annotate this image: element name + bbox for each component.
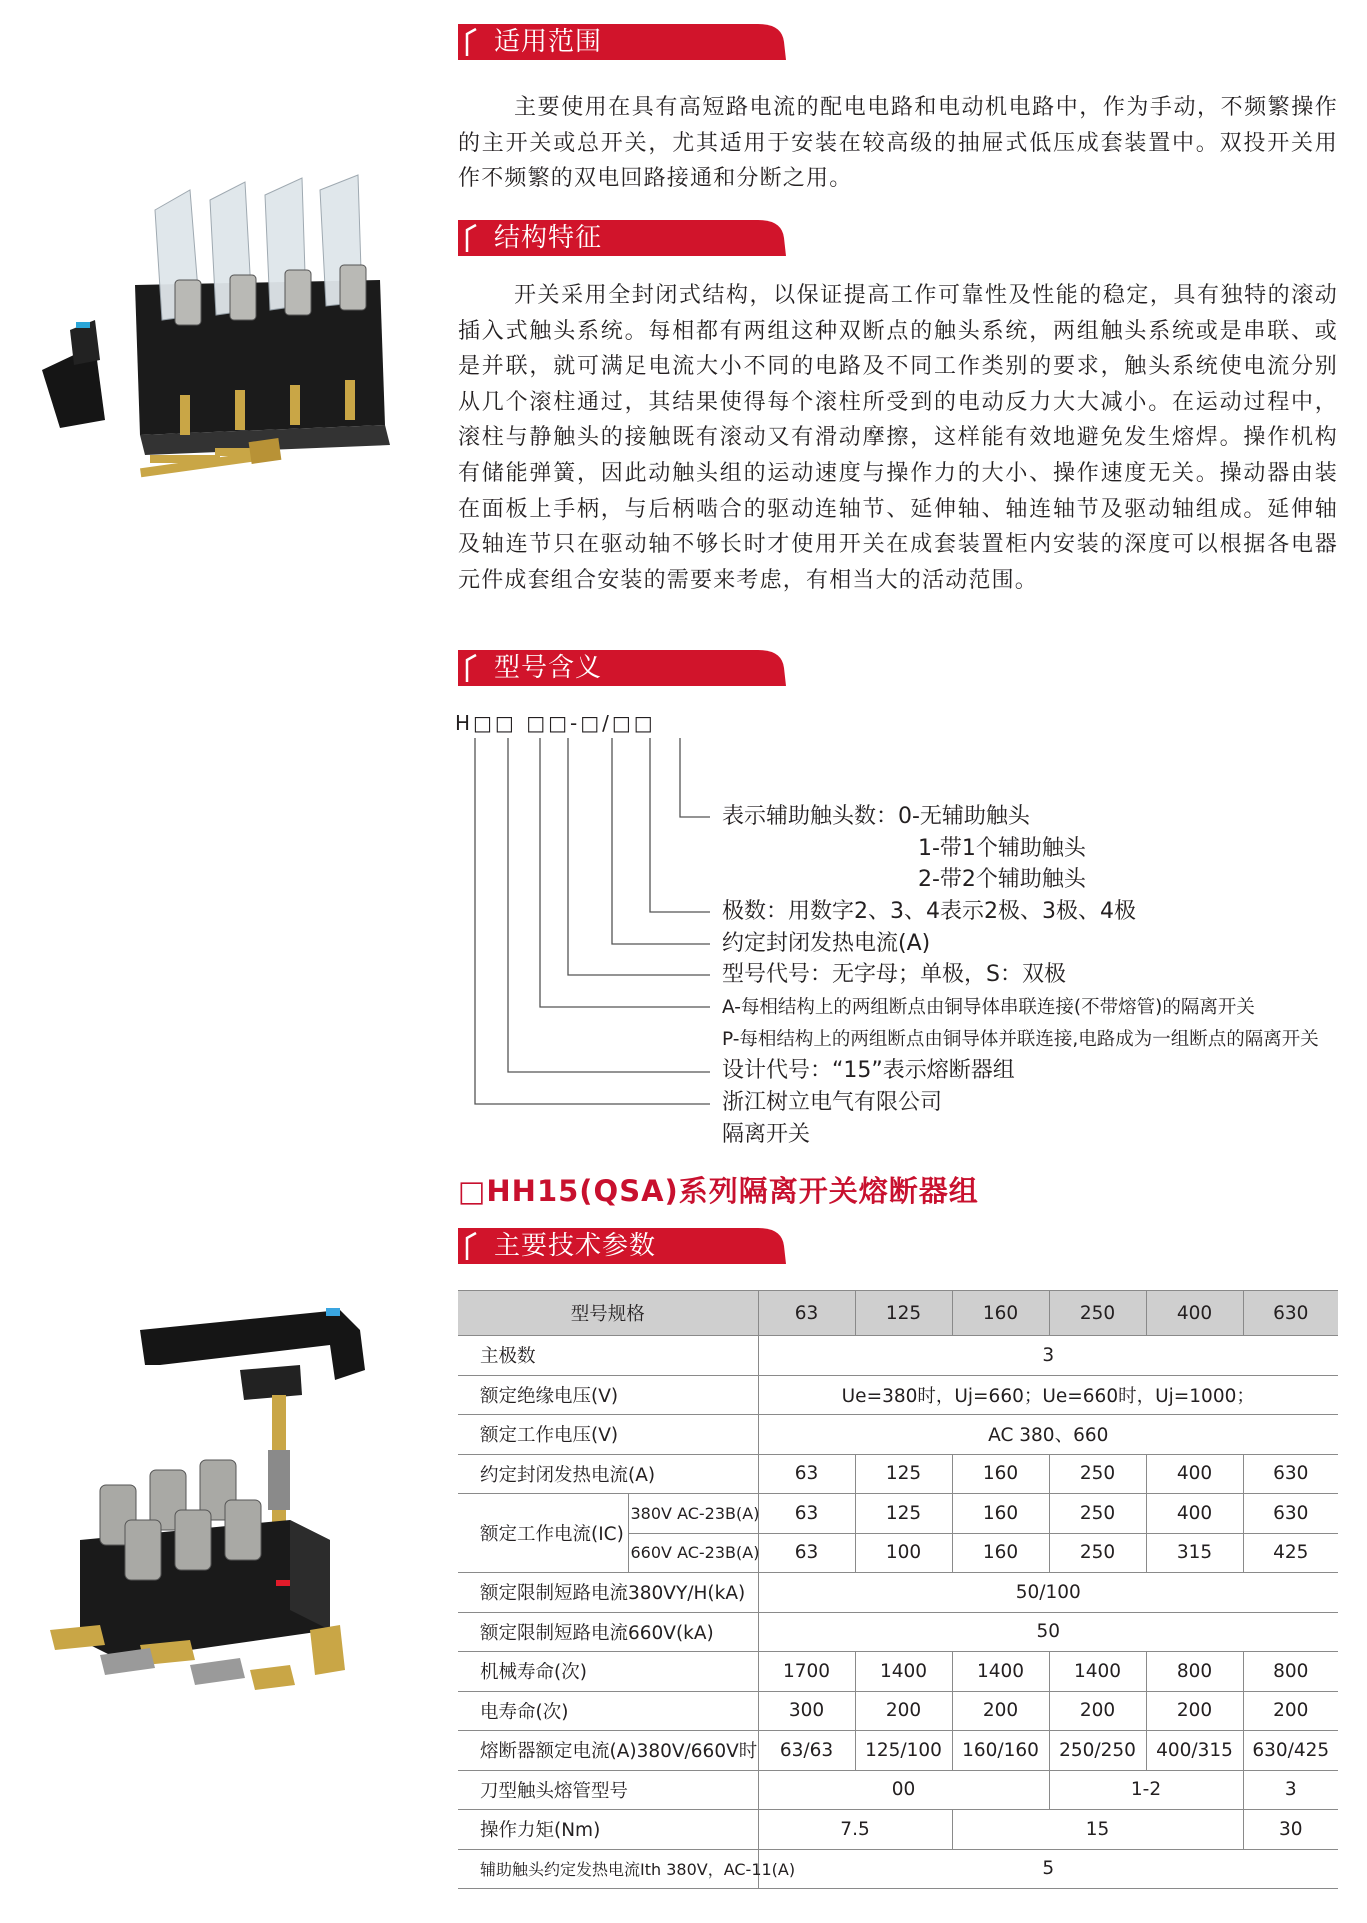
row-label: 操作力矩(Nm)	[458, 1810, 758, 1850]
section-title: 主要技术参数	[494, 1231, 657, 1261]
model-desc-switch: 隔离开关	[722, 1122, 811, 1147]
cell: 250	[1049, 1533, 1146, 1573]
header-cell: 63	[758, 1291, 855, 1336]
cell: 160	[952, 1494, 1049, 1534]
row-value: 3	[758, 1336, 1338, 1376]
row-value: 5	[758, 1849, 1338, 1889]
row-label: 额定工作电流(IC)	[458, 1494, 628, 1573]
cell: 3	[1243, 1770, 1338, 1810]
cell: 125	[855, 1454, 952, 1494]
cell: 63/63	[758, 1731, 855, 1771]
row-label: 机械寿命(次)	[458, 1652, 758, 1692]
cell: 160/160	[952, 1731, 1049, 1771]
model-code: H□□ □□-□/□□	[455, 711, 656, 735]
table-row	[458, 1415, 1338, 1455]
cell: 425	[1243, 1533, 1338, 1573]
header-cell: 400	[1146, 1291, 1243, 1336]
cell: 200	[1049, 1691, 1146, 1731]
cell: 250/250	[1049, 1731, 1146, 1771]
table-row	[458, 1494, 1338, 1534]
row-value: 50/100	[758, 1573, 1338, 1613]
cell: 160	[952, 1454, 1049, 1494]
header-cell: 250	[1049, 1291, 1146, 1336]
cell: 100	[855, 1533, 952, 1573]
table-row	[458, 1810, 1338, 1850]
row-label: 约定封闭发热电流(A)	[458, 1454, 758, 1494]
table-row	[458, 1375, 1338, 1415]
cell: 300	[758, 1691, 855, 1731]
row-label: 主极数	[458, 1336, 758, 1376]
cell: 160	[952, 1533, 1049, 1573]
series-title: □HH15(QSA)系列隔离开关熔断器组	[458, 1174, 979, 1208]
section-header-model	[458, 648, 788, 688]
cell: 1400	[952, 1652, 1049, 1692]
table-row	[458, 1612, 1338, 1652]
cell: 200	[952, 1691, 1049, 1731]
section-header-structure	[458, 218, 788, 258]
header-cell: 160	[952, 1291, 1049, 1336]
row-label: 额定工作电压(V)	[458, 1415, 758, 1455]
model-desc-poles: 极数：用数字2、3、4表示2极、3极、4极	[722, 899, 1136, 924]
model-desc-current: 约定封闭发热电流(A)	[722, 931, 931, 956]
row-label: 额定绝缘电压(V)	[458, 1375, 758, 1415]
header-cell: 630	[1243, 1291, 1338, 1336]
cell: 7.5	[758, 1810, 952, 1850]
cell: 15	[952, 1810, 1243, 1850]
cell: 250	[1049, 1494, 1146, 1534]
model-desc-aux-2: 2-带2个辅助触头	[918, 867, 1086, 892]
cell: 400/315	[1146, 1731, 1243, 1771]
cell: 1400	[1049, 1652, 1146, 1692]
cell: 125/100	[855, 1731, 952, 1771]
cell: 250	[1049, 1454, 1146, 1494]
sub-label: 380V AC-23B(A)	[628, 1494, 758, 1534]
table-row	[458, 1573, 1338, 1613]
cell: 63	[758, 1494, 855, 1534]
scope-paragraph: 主要使用在具有高短路电流的配电电路和电动机电路中，作为手动，不频繁操作的主开关或总开关，尤其适用于安装在较高级的抽屉式低压成套装置中。双投开关用作不频繁的双电回路接通和分断之用。	[458, 95, 1338, 192]
product-photo-isolator-switch	[40, 170, 440, 490]
cell: 200	[1243, 1691, 1338, 1731]
sub-label: 660V AC-23B(A)	[628, 1533, 758, 1573]
row-label: 辅助触头约定发热电流Ith 380V，AC-11(A)	[458, 1849, 758, 1889]
cell: 800	[1146, 1652, 1243, 1692]
row-label: 熔断器额定电流(A)380V/660V时	[458, 1731, 758, 1771]
cell: 400	[1146, 1454, 1243, 1494]
cell: 630	[1243, 1494, 1338, 1534]
table-row	[458, 1849, 1338, 1889]
model-desc-p: P-每相结构上的两组断点由铜导体并联连接,电路成为一组断点的隔离开关	[722, 1029, 1319, 1050]
table-header-row	[458, 1291, 1338, 1336]
row-label: 额定限制短路电流380VY/H(kA)	[458, 1573, 758, 1613]
header-cell: 125	[855, 1291, 952, 1336]
cell: 200	[855, 1691, 952, 1731]
table-row	[458, 1770, 1338, 1810]
cell: 200	[1146, 1691, 1243, 1731]
cell: 1700	[758, 1652, 855, 1692]
cell: 63	[758, 1454, 855, 1494]
row-label: 刀型触头熔管型号	[458, 1770, 758, 1810]
product-photo-fuse-switch	[40, 1290, 440, 1710]
cell: 630	[1243, 1454, 1338, 1494]
table-row	[458, 1731, 1338, 1771]
spec-table	[458, 1290, 1338, 1889]
cell: 00	[758, 1770, 1049, 1810]
section-title: 适用范围	[494, 27, 603, 57]
section-header-scope	[458, 22, 788, 62]
cell: 315	[1146, 1533, 1243, 1573]
row-value: AC 380、660	[758, 1415, 1338, 1455]
cell: 800	[1243, 1652, 1338, 1692]
row-value: Ue=380时，Uj=660；Ue=660时，Uj=1000；	[758, 1375, 1338, 1415]
cell: 1400	[855, 1652, 952, 1692]
model-desc-design: 设计代号：“15”表示熔断器组	[722, 1058, 1015, 1083]
cell: 400	[1146, 1494, 1243, 1534]
section-title: 型号含义	[494, 653, 603, 683]
cell: 125	[855, 1494, 952, 1534]
row-label: 电寿命(次)	[458, 1691, 758, 1731]
table-row	[458, 1691, 1338, 1731]
header-cell: 型号规格	[458, 1291, 758, 1336]
model-desc-aux-1: 1-带1个辅助触头	[918, 836, 1086, 861]
structure-paragraph: 开关采用全封闭式结构，以保证提高工作可靠性及性能的稳定，具有独特的滚动插入式触头系统。每相都有两组这种双断点的触头系统，两组触头系统或是串联、或是并联，就可满足电流大小不同的电路及不同工作类别的要求，触头系统使电流分别从几个滚柱通过，其结果使得每个滚柱所受到的电动反力大大减小。在运动过程中，滚柱与静触头的接触既有滚动又有滑动摩擦，这样能有效地避免发生熔焊。操作机构有储能弹簧，因此动触头组的运动速度与操作力的大小、操作速度无关。操动器由装在面板上手柄，与后柄啮合的驱动连轴节、延伸轴、轴连轴节及驱动轴组成。延伸轴及轴连节只在驱动轴不够长时才使用开关在成套装置柜内安装的深度可以根据各电器元件成套组合安装的需要来考虑，有相当大的活动范围。	[458, 283, 1338, 593]
cell: 63	[758, 1533, 855, 1573]
section-title: 结构特征	[494, 223, 603, 253]
cell: 30	[1243, 1810, 1338, 1850]
table-row	[458, 1454, 1338, 1494]
table-row	[458, 1336, 1338, 1376]
cell: 1-2	[1049, 1770, 1243, 1810]
cell: 630/425	[1243, 1731, 1338, 1771]
model-desc-company: 浙江树立电气有限公司	[722, 1090, 943, 1115]
row-label: 额定限制短路电流660V(kA)	[458, 1612, 758, 1652]
section-header-params	[458, 1226, 788, 1266]
model-desc-type: 型号代号：无字母；单极，S：双极	[722, 962, 1066, 987]
model-desc-aux: 表示辅助触头数：0-无辅助触头	[722, 804, 1030, 829]
table-row	[458, 1652, 1338, 1692]
row-value: 50	[758, 1612, 1338, 1652]
model-desc-a: A-每相结构上的两组断点由铜导体串联连接(不带熔管)的隔离开关	[722, 997, 1255, 1018]
